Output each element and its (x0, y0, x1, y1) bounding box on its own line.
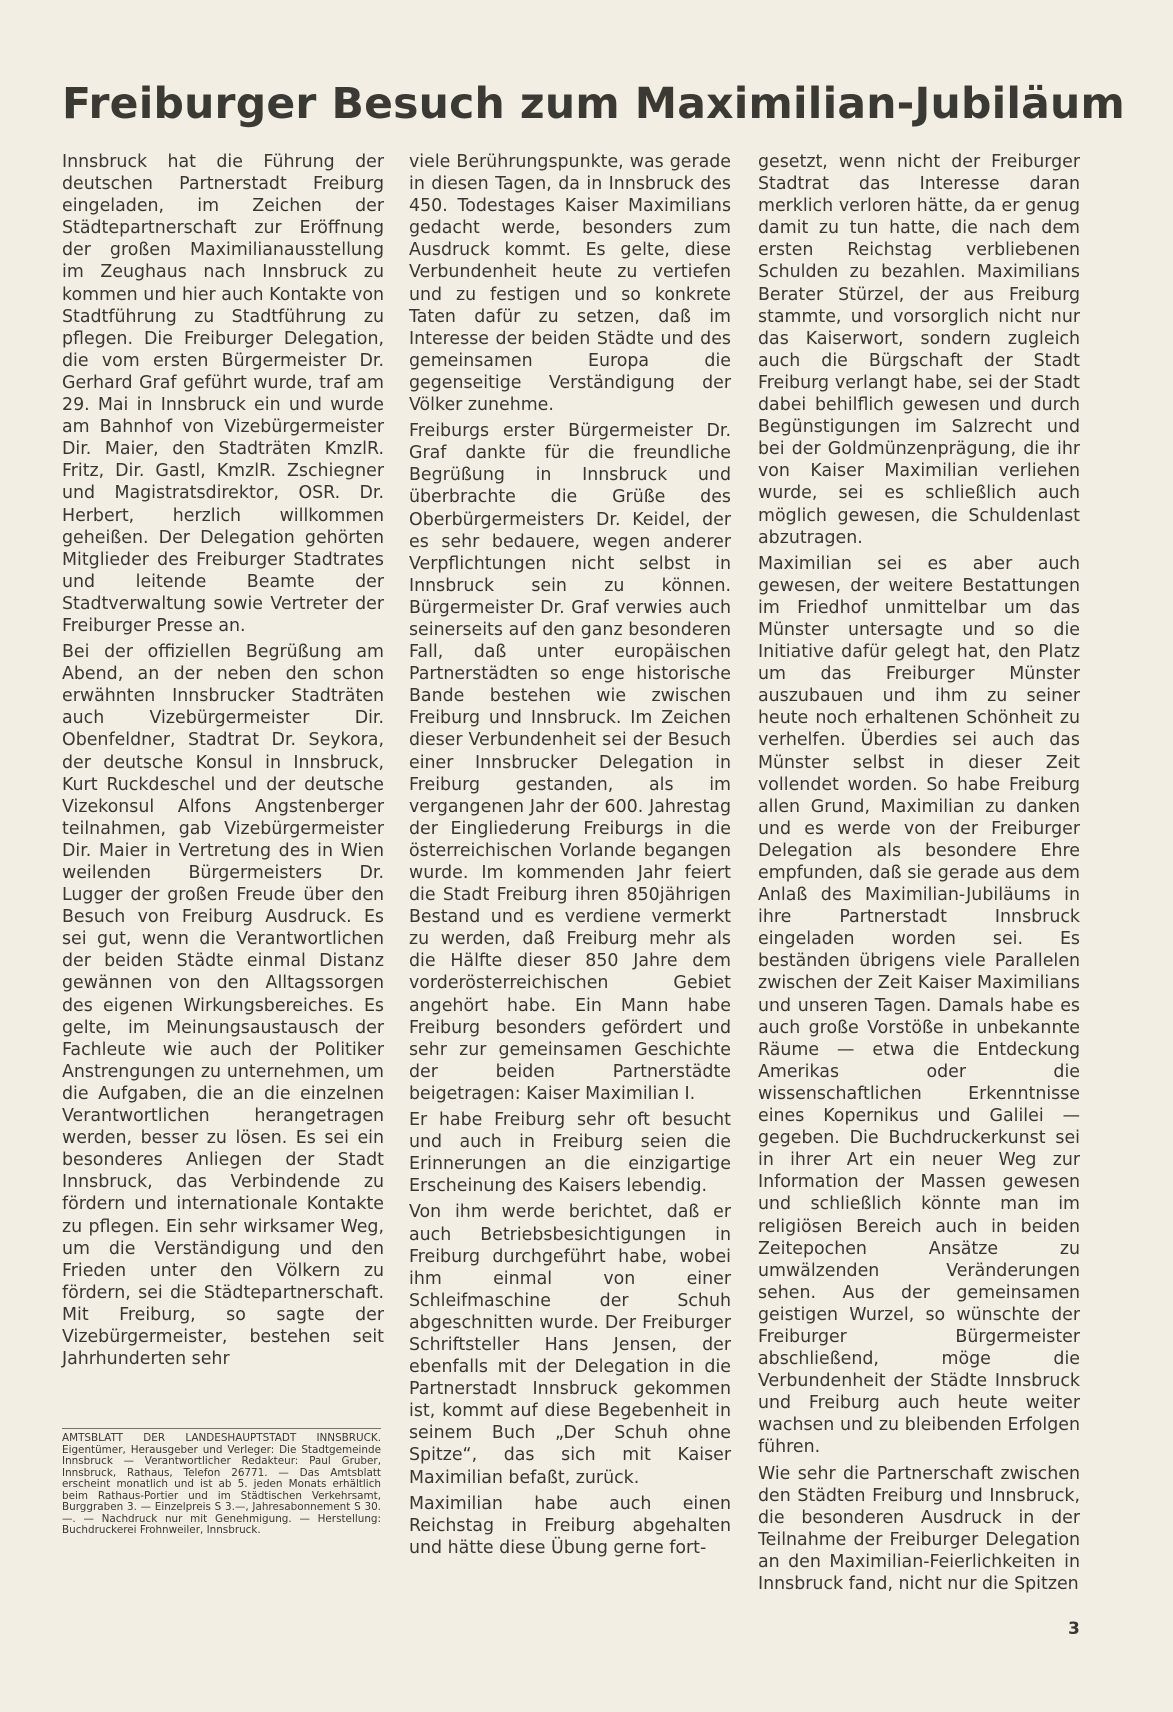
page-number: 3 (1068, 1619, 1080, 1639)
paragraph: Wie sehr die Partnerschaft zwischen den Städten Freiburg und Innsbruck, die besonderen Ausdruck in der Teilnahme der Freiburger Delegation an den Maximilian-Feierlichkeiten in Innsbruck fand, nicht nur die Spitzen (758, 1463, 1080, 1594)
paragraph: Maximilian habe auch einen Reichstag in Freiburg abgehalten und hätte diese Übung gerne fort- (409, 1493, 731, 1558)
paragraph: gesetzt, wenn nicht der Freiburger Stadtrat das Interesse daran merklich verloren hätte, da er genug damit zu tun hatte, die nach dem ersten Reichstag verbliebenen Schulden zu bezahlen. Maximilians Berater Stürzel, der aus Freiburg stammte, und vorsorglich nicht nur das Kaiserwort, sondern zugleich auch die Bürgschaft der Stadt Freiburg verlangt habe, sei der Stadt dabei behilflich gewesen und durch Begünstigungen im Salzrecht und bei der Goldmünzenprägung, die ihr von Kaiser Maximilian verliehen wurde, sei es schließlich auch möglich gewesen, die Schuldenlast abzutragen. (758, 152, 1080, 548)
text-column-2 (409, 151, 731, 1563)
article-title: Freiburger Besuch zum Maximilian-Jubiläum (62, 80, 1125, 129)
paragraph: Innsbruck hat die Führung der deutschen Partnerstadt Freiburg eingeladen, im Zeichen der Städtepartnerschaft zur Eröffnung der großen Maximilianausstellung im Zeughaus nach Innsbruck zu kommen und hier auch Kontakte von Stadtführung zu Stadtführung zu pflegen. Die Freiburger Delegation, die vom ersten Bürgermeister Dr. Gerhard Graf geführt wurde, traf am 29. Mai in Innsbruck ein und wurde am Bahnhof von Vizebürgermeister Dir. Maier, den Stadträten KmzlR. Fritz, Dir. Gastl, KmzlR. Zschiegner und Magistratsdirektor, OSR. Dr. Herbert, herzlich willkommen geheißen. Der Delegation gehörten Mitglieder des Freiburger Stadtrates und leitende Beamte der Stadtverwaltung sowie Vertreter der Freiburger Presse an. (62, 152, 384, 636)
paragraph: Freiburgs erster Bürgermeister Dr. Graf dankte für die freundliche Begrüßung in Innsbruck und überbrachte die Grüße des Oberbürgermeisters Dr. Keidel, der es sehr bedauere, wegen anderer Verpflichtungen nicht selbst in Innsbruck sein zu können. Bürgermeister Dr. Graf verwies auch seinerseits auf den ganz besonderen Fall, daß unter europäischen Partnerstädten so enge historische Bande bestehen wie zwischen Freiburg und Innsbruck. Im Zeichen dieser Verbundenheit sei der Besuch einer Innsbrucker Delegation in Freiburg gestanden, als im vergangenen Jahr der 600. Jahrestag der Eingliederung Freiburgs in die österreichischen Vorlande begangen wurde. Im kommenden Jahr feiert die Stadt Freiburg ihren 850jährigen Bestand und es verdiene vermerkt zu werden, daß Freiburg mehr als die Hälfte dieser 850 Jahre dem vorderösterreichischen Gebiet angehört habe. Ein Mann habe Freiburg besonders gefördert und sehr zur gemeinsamen Geschichte der beiden Partnerstädte beigetragen: Kaiser Maximilian I. (409, 421, 731, 1104)
text-column-1 (62, 151, 384, 1374)
paragraph: Von ihm werde berichtet, daß er auch Betriebsbesichtigungen in Freiburg durchgeführt habe, wobei ihm einmal von einer Schleifmaschine der Schuh abgeschnitten wurde. Der Freiburger Schriftsteller Hans Jensen, der ebenfalls mit der Delegation in die Partnerstadt Innsbruck gekommen ist, kommt auf diese Begebenheit in seinem Buch „Der Schuh ohne Spitze“, das sich mit Kaiser Maximilian befaßt, zurück. (409, 1202, 731, 1488)
imprint-notice: AMTSBLATT DER LANDESHAUPTSTADT INNSBRUCK. Eigentümer, Herausgeber und Verleger: Die Stadtgemeinde Innsbruck — Verantwortlicher Redakteur: Paul Gruber, Innsbruck, Rathaus, Telefon 26771. — Das Amtsblatt erscheint monatlich und ist ab 5. jeden Monats erhältlich beim Rathaus-Portier und im Städtischen Verkehrsamt, Burggraben 3. — Einzelpreis S 3.—, Jahresabonnement S 30.—. — Nachdruck nur mit Genehmigung. — Herstellung: Buchdruckerei Frohnweiler, Innsbruck. (62, 1428, 381, 1537)
paragraph: Bei der offiziellen Begrüßung am Abend, an der neben den schon erwähnten Innsbrucker Stadträten auch Vizebürgermeister Dir. Obenfeldner, Stadtrat Dr. Seykora, der deutsche Konsul in Innsbruck, Kurt Ruckdeschel und der deutsche Vizekonsul Alfons Angstenberger teilnahmen, gab Vizebürgermeister Dir. Maier in Vertretung des in Wien weilenden Bürgermeisters Dr. Lugger der großen Freude über den Besuch von Freiburg Ausdruck. Es sei gut, wenn die Verantwortlichen der beiden Städte einmal Distanz gewännen von den Alltagssorgen des eigenen Wirkungsbereiches. Es gelte, im Meinungsaustausch der Fachleute wie auch der Politiker Anstrengungen zu unternehmen, um die Aufgaben, die an die einzelnen Verantwortlichen herangetragen werden, besser zu lösen. Es sei ein besonderes Anliegen der Stadt Innsbruck, das Verbindende zu fördern und internationale Kontakte zu pflegen. Ein sehr wirksamer Weg, um die Verständigung und den Frieden unter den Völkern zu fördern, sei die Städtepartnerschaft. Mit Freiburg, so sagte der Vizebürgermeister, bestehen seit Jahrhunderten sehr (62, 642, 384, 1370)
paragraph: Er habe Freiburg sehr oft besucht und auch in Freiburg seien die Erinnerungen an die einzigartige Erscheinung des Kaisers lebendig. (409, 1110, 731, 1197)
text-column-3 (758, 151, 1080, 1599)
paragraph: viele Berührungspunkte, was gerade in diesen Tagen, da in Innsbruck des 450. Todestages Kaiser Maximilians gedacht werde, besonders zum Ausdruck kommt. Es gelte, diese Verbundenheit heute zu vertiefen und zu festigen und so konkrete Taten dafür zu setzen, daß im Interesse der beiden Städte und des gemeinsamen Europa die gegenseitige Verständigung der Völker zunehme. (409, 152, 731, 416)
paragraph: Maximilian sei es aber auch gewesen, der weitere Bestattungen im Friedhof unmittelbar um das Münster untersagte und so die Initiative dafür gelegt hat, den Platz um das Freiburger Münster auszubauen und ihm zu seiner heute noch erhaltenen Schönheit zu verhelfen. Überdies sei auch das Münster selbst in dieser Zeit vollendet worden. So habe Freiburg allen Grund, Maximilian zu danken und es werde von der Freiburger Delegation als besondere Ehre empfunden, daß sie gerade aus dem Anlaß des Maximilian-Jubiläums in ihre Partnerstadt Innsbruck eingeladen worden sei. Es beständen übrigens viele Parallelen zwischen der Zeit Kaiser Maximilians und unseren Tagen. Damals habe es auch große Vorstöße in unbekannte Räume — etwa die Entdeckung Amerikas oder die wissenschaftlichen Erkenntnisse eines Kopernikus und Galilei — gegeben. Die Buchdruckerkunst sei in ihrer Art ein neuer Weg zur Information der Massen gewesen und schließlich könnte man im religiösen Bereich auch in beiden Zeitepochen Ansätze zu umwälzenden Veränderungen sehen. Aus der gemeinsamen geistigen Wurzel, so wünschte der Freiburger Bürgermeister abschließend, möge die Verbundenheit der Städte Innsbruck und Freiburg auch heute weiter wachsen und zu bleibenden Erfolgen führen. (758, 553, 1080, 1458)
